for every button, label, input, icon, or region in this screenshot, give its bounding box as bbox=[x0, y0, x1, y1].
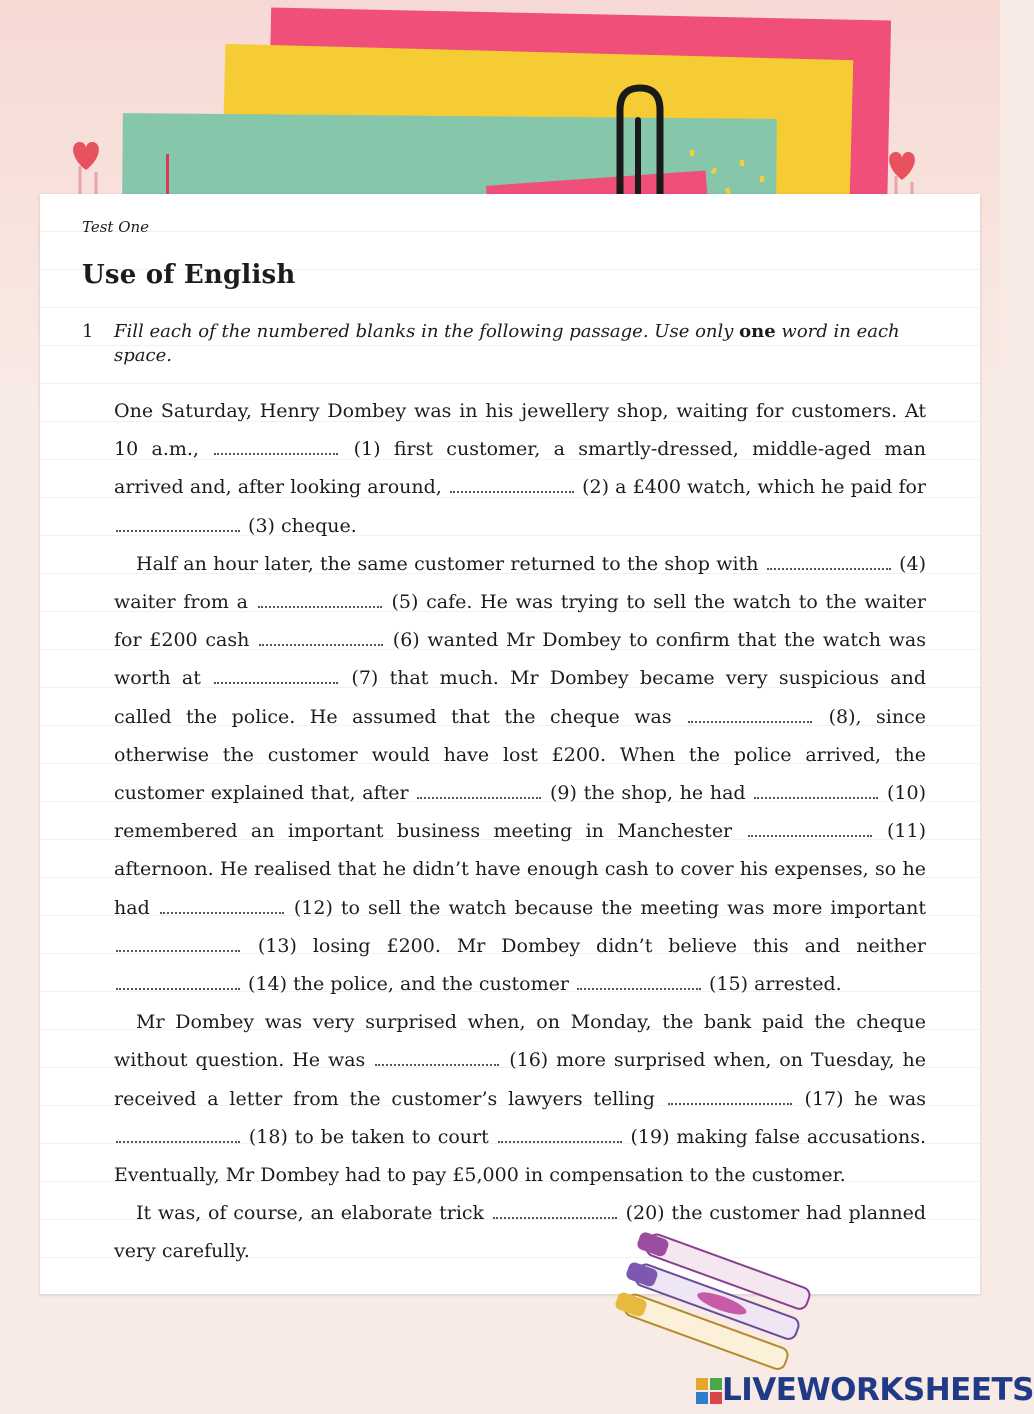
blank-5[interactable] bbox=[258, 590, 382, 608]
decor-confetti bbox=[690, 150, 694, 156]
watermark-text: LIVEWORKSHEETS bbox=[722, 1372, 1034, 1408]
passage-text: (2) a £400 watch, which he paid for bbox=[582, 476, 926, 499]
passage-paragraph-3 bbox=[114, 1003, 926, 1194]
blank-7[interactable] bbox=[214, 666, 338, 684]
blank-6[interactable] bbox=[259, 628, 383, 646]
passage-text: (7) that much. Mr Dombey became very suspicious and called the police. He assumed that the cheque was bbox=[114, 667, 926, 728]
passage-text: (5) cafe. He was trying to sell the watch to the waiter for £200 cash bbox=[114, 591, 926, 652]
decor-confetti bbox=[760, 176, 764, 182]
passage-paragraph-1 bbox=[114, 392, 926, 545]
passage-text: (18) to be taken to court bbox=[248, 1125, 489, 1148]
blank-2[interactable] bbox=[450, 475, 574, 493]
passage-text: (10) remembered an important business meeting in Manchester bbox=[114, 782, 927, 843]
passage-text: One Saturday, Henry Dombey was in his jewellery shop, waiting for customers. At 10 a.m., bbox=[114, 400, 926, 461]
blank-9[interactable] bbox=[417, 781, 541, 799]
passage-text: (8), since otherwise the customer would have lost £200. When the police arrived, the customer explained that, after bbox=[114, 705, 926, 805]
markers-icon bbox=[608, 1238, 818, 1388]
header-label: Test One bbox=[82, 218, 150, 236]
passage-text: Half an hour later, the same customer returned to the shop with bbox=[136, 552, 759, 575]
blank-17[interactable] bbox=[668, 1087, 792, 1105]
passage-text: (17) he was bbox=[804, 1087, 927, 1110]
passage-text: (1) first customer, a smartly-dressed, middle-aged man arrived and, after looking around, bbox=[114, 438, 927, 499]
blank-8[interactable] bbox=[688, 705, 812, 723]
passage-text: (3) cheque. bbox=[248, 514, 357, 537]
instruction-text-part: word in each space. bbox=[114, 321, 900, 366]
passage-text: (19) making false accusations. Eventually, Mr Dombey had to pay £5,000 in compensation to the customer. bbox=[114, 1125, 926, 1187]
passage-paragraph-2 bbox=[114, 545, 926, 1003]
blank-1[interactable] bbox=[214, 437, 338, 455]
decor-confetti bbox=[740, 160, 744, 166]
passage-text: (14) the police, and the customer bbox=[248, 973, 569, 996]
blank-4[interactable] bbox=[767, 552, 891, 570]
passage-text: (13) losing £200. Mr Dombey didn’t believe this and neither bbox=[257, 934, 926, 957]
passage-text: (9) the shop, he had bbox=[549, 782, 746, 805]
blank-18[interactable] bbox=[116, 1125, 240, 1143]
passage-text: (20) the customer had planned very carefully. bbox=[114, 1202, 926, 1263]
passage-text: (11) afternoon. He realised that he didn’t have enough cash to cover his expenses, so he had bbox=[114, 820, 927, 919]
decor-red-line bbox=[166, 154, 169, 194]
blank-3[interactable] bbox=[116, 514, 240, 532]
page-title: Use of English bbox=[82, 260, 296, 290]
blank-12[interactable] bbox=[160, 896, 284, 914]
instruction-bold-word: one bbox=[739, 321, 776, 342]
blank-13[interactable] bbox=[116, 934, 240, 952]
passage-text: (12) to sell the watch because the meeting was more important bbox=[293, 896, 926, 919]
blank-14[interactable] bbox=[116, 972, 240, 990]
instruction-text bbox=[114, 320, 926, 368]
passage-text: Mr Dombey was very surprised when, on Monday, the bank paid the cheque without question. He was bbox=[114, 1011, 926, 1072]
question-number: 1 bbox=[82, 321, 94, 342]
passage-text: (4) waiter from a bbox=[114, 552, 926, 614]
blank-11[interactable] bbox=[748, 819, 872, 837]
passage-text: (6) wanted Mr Dombey to confirm that the watch was worth at bbox=[114, 629, 926, 690]
liveworksheets-logo-icon bbox=[696, 1378, 722, 1404]
passage bbox=[114, 392, 926, 1271]
passage-text: (16) more surprised when, on Tuesday, he received a letter from the customer’s lawyers telling bbox=[114, 1049, 926, 1110]
blank-10[interactable] bbox=[754, 781, 878, 799]
blank-19[interactable] bbox=[498, 1125, 622, 1143]
blank-20[interactable] bbox=[493, 1201, 617, 1219]
passage-text: (15) arrested. bbox=[709, 973, 842, 996]
passage-text: It was, of course, an elaborate trick bbox=[136, 1202, 485, 1225]
instruction-text-part: Fill each of the numbered blanks in the following passage. Use only bbox=[114, 321, 740, 342]
blank-15[interactable] bbox=[577, 972, 701, 990]
blank-16[interactable] bbox=[375, 1048, 499, 1066]
